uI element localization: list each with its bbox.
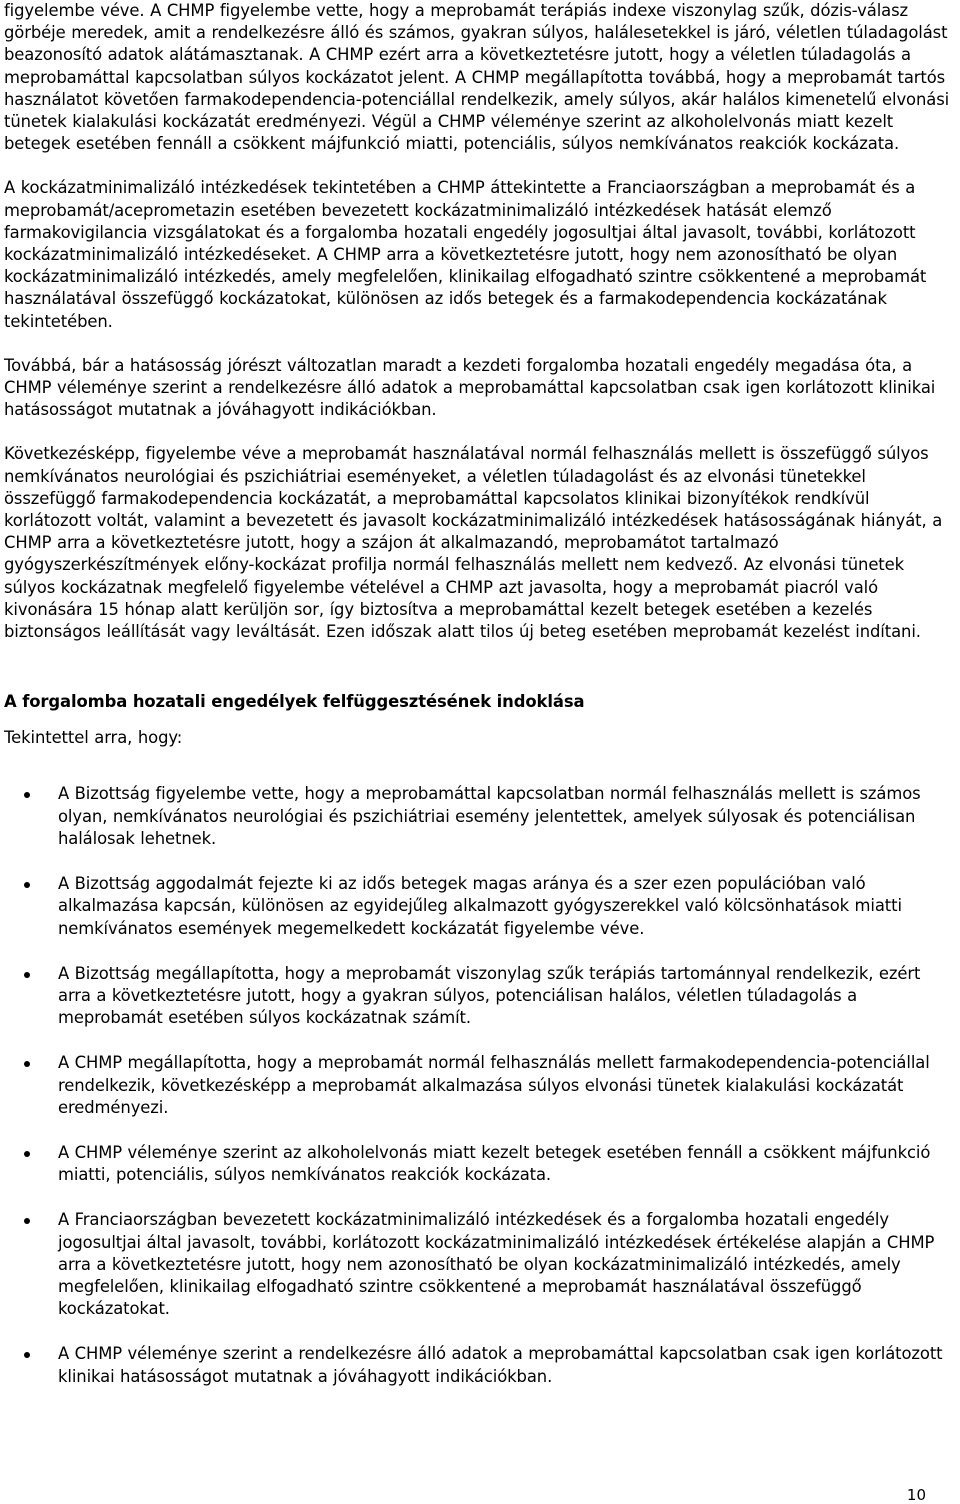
list-item — [4, 1142, 956, 1186]
list-item — [4, 873, 956, 940]
list-item-text: A Bizottság megállapította, hogy a meprobamát viszonylag szűk terápiás tartománnyal rendelkezik, ezért arra a következtetésre jutott, hogy a gyakran súlyos, potenciálisan halálos, véletlen túladagolás a meprobamát esetében súlyos kockázatnak számít. — [58, 963, 921, 1028]
body-paragraph-2: A kockázatminimalizáló intézkedések tekintetében a CHMP áttekintette a Franciaországban a meprobamát és a meprobamát/aceprometazin esetében bevezetett kockázatminimalizáló intézkedések hatását elemző farmakovigilancia vizsgálatokat és a forgalomba hozatali engedély jogosultjai által javasolt, további, korlátozott kockázatminimalizáló intézkedéseket. A CHMP arra a következtetésre jutott, hogy nem azonosítható be olyan kockázatminimalizáló intézkedés, amely megfelelően, klinikailag elfogadható szintre csökkentené a meprobamát használatával összefüggő kockázatokat, különösen az idős betegek és a farmakodependencia kockázatának tekintetében. — [4, 178, 927, 331]
list-item — [4, 1209, 956, 1320]
list-item — [4, 1343, 956, 1387]
section-intro: Tekintettel arra, hogy: — [4, 728, 183, 748]
page-number: 10 — [906, 1486, 926, 1504]
body-paragraph-4: Következésképp, figyelembe véve a meprobamát használatával normál felhasználás mellett is összefüggő súlyos nemkívánatos neurológiai és pszichiátriai eseményeket, a véletlen túladagolást és az elvonási tünetekkel összefüggő farmakodependencia kockázatát, a meprobamáttal kapcsolatos klinikai bizonyítékok rendkívül korlátozott voltát, valamint a bevezetett és javasolt kockázatminimalizáló intézkedések hatásosságának hiányát, a CHMP arra a következtetésre jutott, hogy a szájon át alkalmazandó, meprobamátot tartalmazó gyógyszerkészítmények előny-kockázat profilja normál felhasználás mellett nem kedvező. Az elvonási tünetek súlyos kockázatnak megfelelő figyelembe vételével a CHMP azt javasolta, hogy a meprobamát piacról való kivonására 15 hónap alatt kerüljön sor, így biztosítva a meprobamáttal kezelt betegek esetében a kezelés biztonságos leállítását vagy leváltását. Ezen időszak alatt tilos új beteg esetében meprobamát kezelést indítani. — [4, 444, 943, 642]
body-paragraph-3: Továbbá, bár a hatásosság jórészt változatlan maradt a kezdeti forgalomba hozatali engedély megadása óta, a CHMP véleménye szerint a rendelkezésre álló adatok a meprobamáttal kapcsolatban csak igen korlátozott klinikai hatásosságot mutatnak a jóváhagyott indikációkban. — [4, 355, 936, 420]
bullet-icon — [24, 972, 30, 978]
bullet-icon — [24, 1061, 30, 1067]
body-paragraph-1: figyelembe véve. A CHMP figyelembe vette, hogy a meprobamát terápiás indexe viszonylag szűk, dózis-válasz görbéje meredek, amit a rendelkezésre álló és számos, gyakran súlyos, halálesetekkel is járó, véletlen túladagolást beazonosító adatok alátámasztanak. A CHMP ezért arra a következtetésre jutott, hogy a véletlen túladagolás a meprobamáttal kapcsolatban súlyos kockázatot jelent. A CHMP megállapította továbbá, hogy a meprobamát tartós használatot követően farmakodependencia-potenciállal rendelkezik, amely súlyos, akár halálos kimenetelű elvonási tünetek kialakulási kockázatát eredményezi. Végül a CHMP véleménye szerint az alkoholelvonás miatt kezelt betegek esetében fennáll a csökkent májfunkció miatti, potenciális, súlyos nemkívánatos reakciók kockázata. — [4, 1, 950, 154]
list-item — [4, 1052, 956, 1119]
document-page — [4, 0, 956, 1411]
list-item — [4, 963, 956, 1030]
reasons-list — [4, 783, 956, 1387]
bullet-icon — [24, 792, 30, 798]
bullet-icon — [24, 882, 30, 888]
list-item-text: A Franciaországban bevezetett kockázatminimalizáló intézkedések és a forgalomba hozatali engedély jogosultjai által javasolt, további, korlátozott kockázatminimalizáló intézkedések értékelése alapján a CHMP arra a következtetésre jutott, hogy nem azonosítható be olyan kockázatminimalizáló intézkedés, amely megfelelően, klinikailag elfogadható szintre csökkentené a meprobamát használatával összefüggő kockázatokat. — [58, 1210, 935, 1319]
section-heading: A forgalomba hozatali engedélyek felfüggesztésének indoklása — [4, 692, 585, 712]
list-item-text: A CHMP véleménye szerint az alkoholelvonás miatt kezelt betegek esetében fennáll a csökkent májfunkció miatti, potenciális, súlyos nemkívánatos reakciók kockázata. — [58, 1142, 931, 1185]
bullet-icon — [24, 1352, 30, 1358]
bullet-icon — [24, 1218, 30, 1224]
list-item — [4, 783, 956, 850]
list-item-text: A Bizottság aggodalmát fejezte ki az idős betegek magas aránya és a szer ezen populációban való alkalmazása kapcsán, különösen az egyidejűleg alkalmazott gyógyszerekkel való kölcsönhatások miatti nemkívánatos események megemelkedett kockázatát figyelembe véve. — [58, 874, 902, 938]
list-item-text: A CHMP véleménye szerint a rendelkezésre álló adatok a meprobamáttal kapcsolatban csak igen korlátozott klinikai hatásosságot mutatnak a jóváhagyott indikációkban. — [58, 1344, 943, 1386]
list-item-text: A Bizottság figyelembe vette, hogy a meprobamáttal kapcsolatban normál felhasználás mellett is számos olyan, nemkívánatos neurológiai és pszichiátriai esemény jelentettek, amelyek súlyosak és potenciálisan halálosak lehetnek. — [58, 784, 921, 848]
bullet-icon — [24, 1151, 30, 1157]
list-item-text: A CHMP megállapította, hogy a meprobamát normál felhasználás mellett farmakodependencia-potenciállal rendelkezik, következésképp a meprobamát alkalmazása súlyos elvonási tünetek kialakulási kockázatát eredményezi. — [58, 1053, 930, 1117]
